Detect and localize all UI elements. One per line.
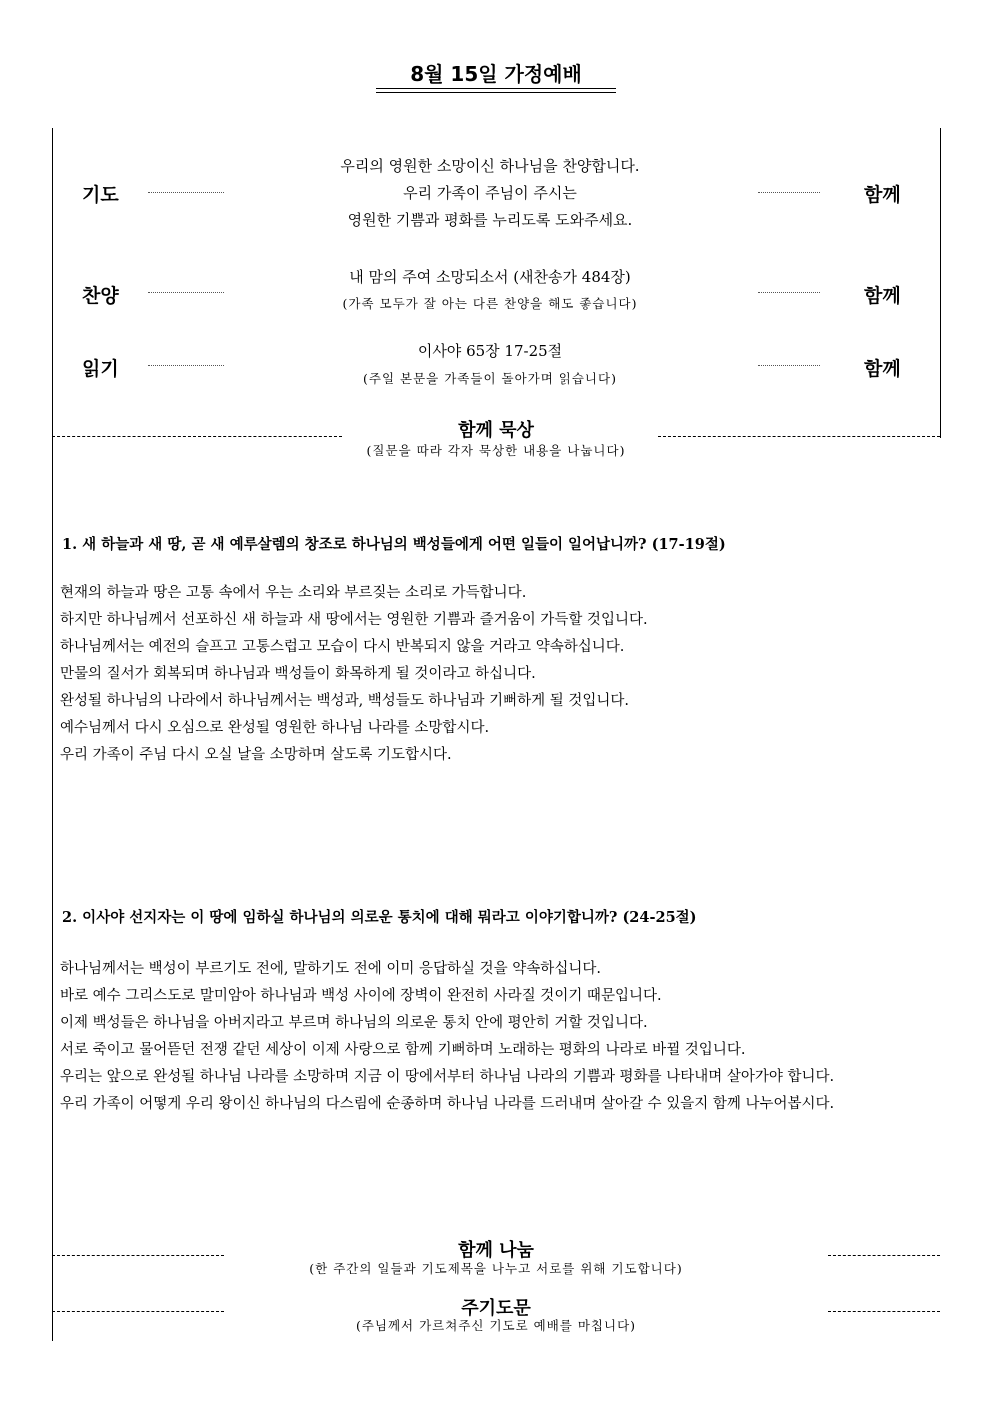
prayer-together: 함께 — [864, 184, 901, 206]
answer-line: 완성될 하나님의 나라에서 하나님께서는 백성과, 백성들도 하나님과 기뻐하게 될 것입니다. — [60, 693, 629, 709]
answer-line: 현재의 하늘과 땅은 고통 속에서 우는 소리와 부르짖는 소리로 가득합니다. — [60, 585, 527, 601]
prayer-line: 우리의 영원한 소망이신 하나님을 찬양합니다. — [340, 157, 640, 175]
hymn-title: 내 맘의 주여 소망되소서 (새찬송가 484장) — [349, 268, 631, 286]
answer-line: 우리 가족이 주님 다시 오실 날을 소망하며 살도록 기도합시다. — [60, 747, 452, 763]
page-title: 8월 15일 가정예배 — [410, 62, 582, 86]
reading-leader-dots-right — [758, 365, 820, 366]
answer-line: 하지만 하나님께서 선포하신 새 하늘과 새 땅에서는 영원한 기쁨과 즐거움이 가득할 것입니다. — [60, 612, 648, 628]
prayer-text — [230, 153, 750, 234]
prayer-leader-dots-right — [758, 192, 820, 193]
answer-paragraph: 우리는 앞으로 완성될 하나님 나라를 소망하며 지금 이 땅에서부터 하나님 나라의 기쁨과 평화를 나타내며 살아가야 합니다. — [60, 1069, 835, 1085]
reading-leader-dots-left — [148, 365, 224, 366]
answer-line: 만물의 질서가 회복되며 하나님과 백성들이 화목하게 될 것이라고 하십니다. — [60, 666, 536, 682]
hymn-note: (가족 모두가 잘 아는 다른 찬양을 해도 좋습니다) — [342, 296, 638, 311]
lords-prayer-title: 주기도문 — [461, 1298, 531, 1319]
answer-line: 예수님께서 다시 오심으로 완성될 영원한 하나님 나라를 소망합시다. — [60, 720, 490, 736]
answer-line: 서로 죽이고 물어뜯던 전쟁 같던 세상이 이제 사랑으로 함께 기뻐하며 노래하는 평화의 나라로 바뀔 것입니다. — [60, 1042, 746, 1058]
hymn-leader-dots-left — [148, 292, 224, 293]
meditation-subtitle: (질문을 따라 각자 묵상한 내용을 나눕니다) — [366, 443, 626, 458]
prayer-label: 기도 — [82, 184, 119, 206]
right-border — [940, 128, 941, 438]
meditation-title: 함께 묵상 — [458, 420, 534, 441]
reading-passage: 이사야 65장 17-25절 — [417, 342, 563, 360]
answer-paragraph: 우리 가족이 어떻게 우리 왕이신 하나님의 다스림에 순종하며 하나님 나라를 드러내며 살아갈 수 있을지 함께 나누어봅시다. — [60, 1096, 835, 1112]
answer-1 — [60, 580, 938, 769]
reading-together: 함께 — [864, 358, 901, 380]
answer-2 — [60, 956, 938, 1118]
answer-line: 이제 백성들은 하나님을 아버지라고 부르며 하나님의 의로운 통치 안에 평안히 거할 것입니다. — [60, 1015, 648, 1031]
title-underline — [376, 88, 616, 89]
title-underline-double — [376, 92, 616, 93]
prayer-line: 우리 가족이 주님이 주시는 — [403, 184, 577, 202]
prayer-leader-dots-left — [148, 192, 224, 193]
reading-note: (주일 본문을 가족들이 돌아가며 읽습니다) — [363, 371, 617, 386]
reading-label: 읽기 — [82, 358, 119, 380]
question-2: 2. 이사야 선지자는 이 땅에 임하실 하나님의 의로운 통치에 대해 뭐라고 이야기합니까? (24-25절) — [62, 909, 697, 926]
lords-prayer-subtitle: (주님께서 가르쳐주신 기도로 예배를 마칩니다) — [355, 1318, 637, 1333]
answer-line: 하나님께서는 백성이 부르기도 전에, 말하기도 전에 이미 응답하실 것을 약속하십니다. — [60, 961, 601, 977]
hymn-together: 함께 — [864, 285, 901, 307]
left-border — [52, 128, 53, 1341]
question-1: 1. 새 하늘과 새 땅, 곧 새 예루살렘의 창조로 하나님의 백성들에게 어떤 일들이 일어납니까? (17-19절) — [62, 536, 726, 553]
hymn-leader-dots-right — [758, 292, 820, 293]
answer-line: 바로 예수 그리스도로 말미암아 하나님과 백성 사이에 장벽이 완전히 사라질 것이기 때문입니다. — [60, 988, 662, 1004]
hymn-label: 찬양 — [82, 285, 119, 307]
answer-line: 하나님께서는 예전의 슬프고 고통스럽고 모습이 다시 반복되지 않을 거라고 약속하십니다. — [60, 639, 625, 655]
sharing-title: 함께 나눔 — [458, 1240, 534, 1261]
sharing-subtitle: (한 주간의 일들과 기도제목을 나누고 서로를 위해 기도합니다) — [309, 1261, 683, 1276]
prayer-line: 영원한 기쁨과 평화를 누리도록 도와주세요. — [347, 211, 633, 229]
